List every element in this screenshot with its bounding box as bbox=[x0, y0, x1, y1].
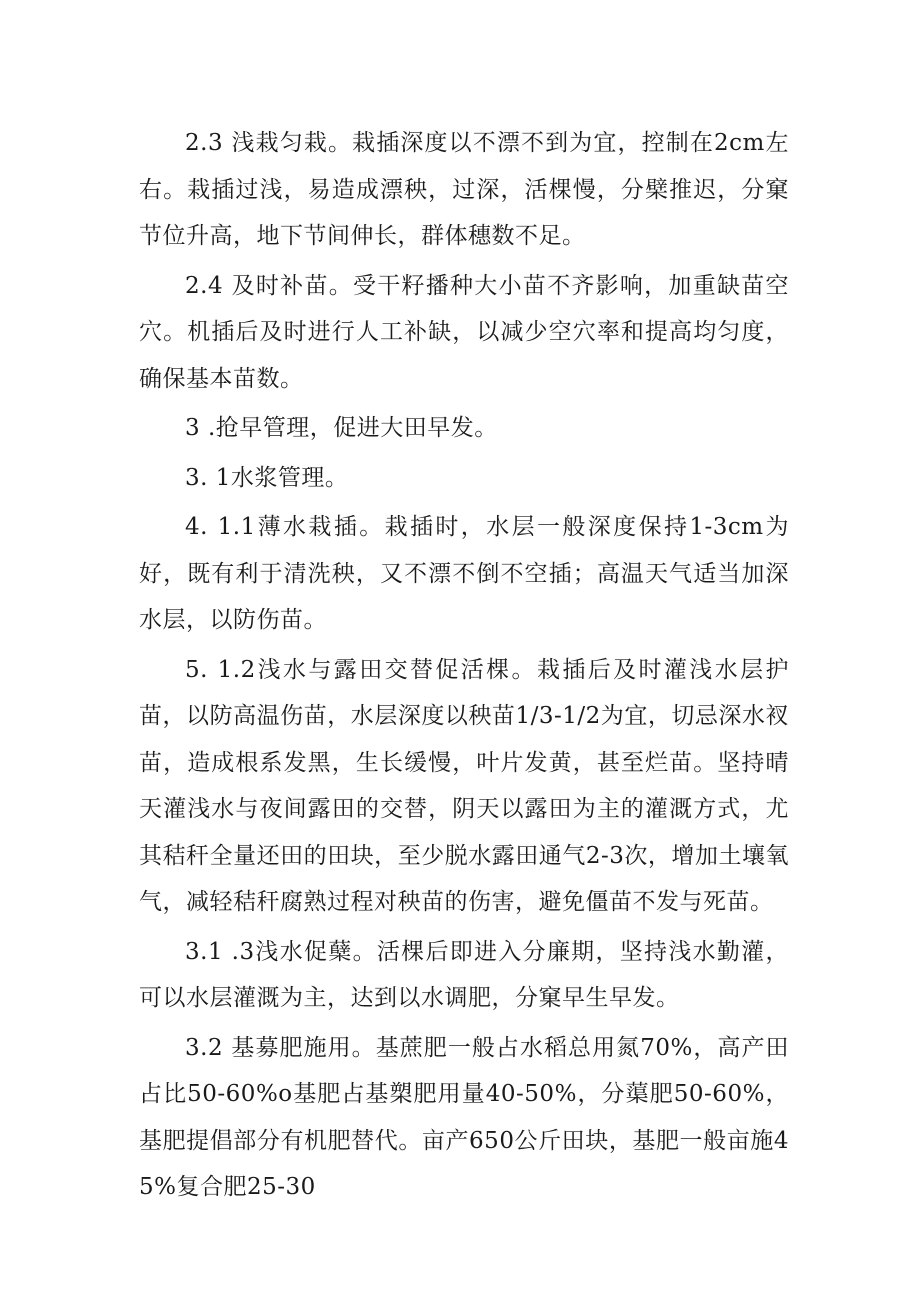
paragraph-3-heading: 3 .抢早管理，促进大田早发。 bbox=[185, 415, 498, 441]
paragraph-5-1-2: 5. 1.2浅水与露田交替促活棵。栽插后及时灌浅水层护苗，以防高温伤苗，水层深度以秧苗1/3-1/2为宜，切忌深水衩苗，造成根系发黑，生长缓慢，叶片发黄，甚至烂苗。坚持晴天灌浅水与夜间露田的交替，阴天以露田为主的灌溉方式，尤其秸秆全量还田的田块，至少脱水露田通气2-3次，增加土壤氧气，减轻秸秆腐熟过程对秧苗的伤害，避免僵苗不发与死苗。 bbox=[139, 656, 789, 915]
paragraph-3-1-3: 3.1 .3浅水促蘖。活棵后即进入分廉期，坚持浅水勤灌，可以水层灌溉为主，达到以水调肥，分窠早生早发。 bbox=[139, 938, 789, 1011]
paragraph-3-1: 3. 1水浆管理。 bbox=[185, 464, 349, 491]
paragraph-4-1-1: 4. 1.1薄水栽插。栽插时，水层一般深度保持1-3cm为好，既有利于清洗秧，又不漂不倒不空插；高温天气适当加深水层，以防伤苗。 bbox=[139, 514, 789, 633]
document-body bbox=[139, 120, 789, 1214]
paragraph-3-2: 3.2 基募肥施用。基蔗肥一般占水稻总用氮70%，高产田占比50-60%o基肥占基槊肥用量40-50%，分蕖肥50-60%，基肥提倡部分有机肥替代。亩产650公斤田块，基肥一般亩施45%复合肥25-30 bbox=[139, 1034, 789, 1200]
paragraph-2-3: 2.3 浅栽匀栽。栽插深度以不漂不到为宜，控制在2cm左右。栽插过浅，易造成漂秧，过深，活棵慢，分檗推迟，分窠节位升高，地下节间伸长，群体穗数不足。 bbox=[139, 130, 789, 249]
paragraph-2-4: 2.4 及时补苗。受干籽播种大小苗不齐影响，加重缺苗空穴。机插后及时进行人工补缺，以减少空穴率和提高均匀度，确保基本苗数。 bbox=[139, 272, 789, 392]
